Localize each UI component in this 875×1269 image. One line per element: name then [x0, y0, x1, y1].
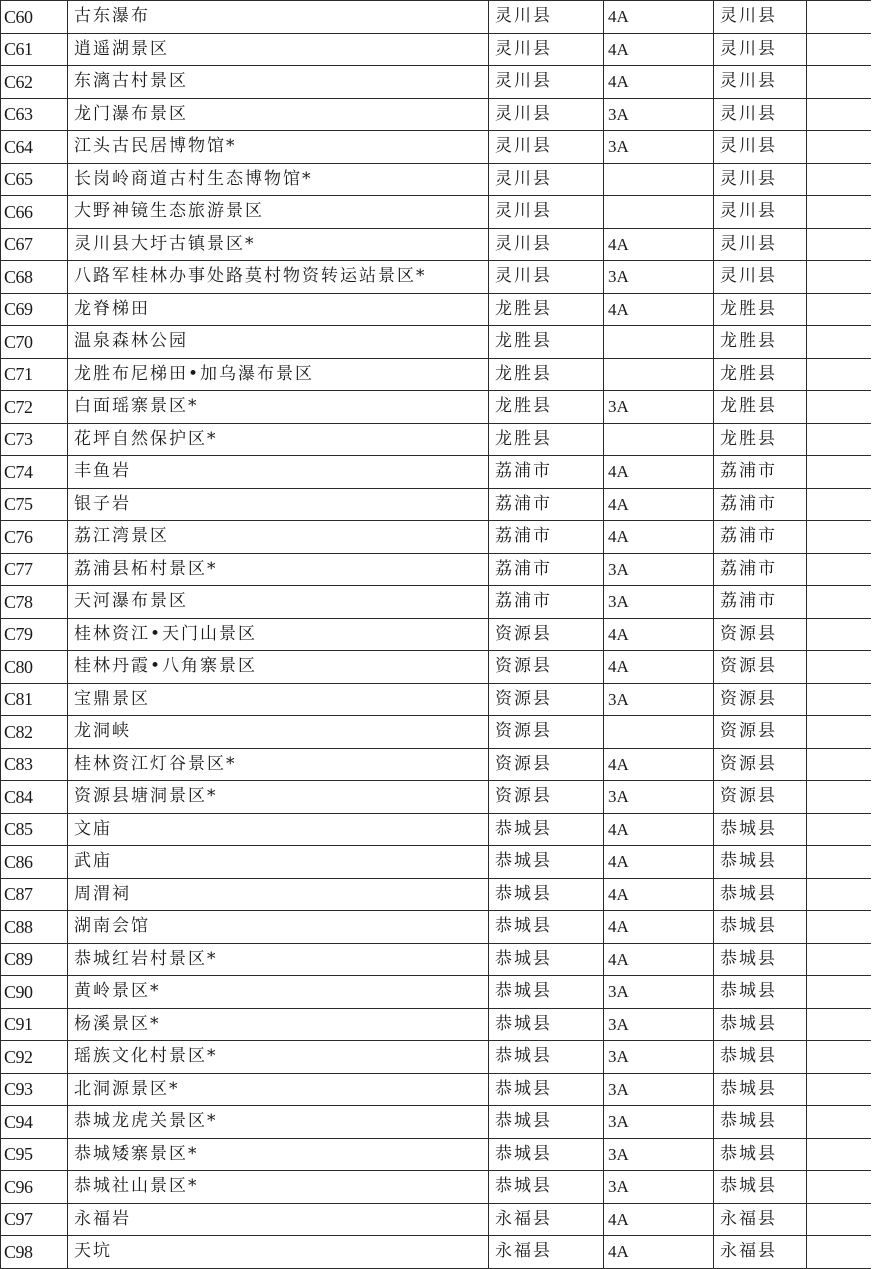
table-row [1, 228, 871, 261]
county-cell: 恭城县 [489, 878, 604, 911]
admin-cell: 灵川县 [714, 33, 807, 66]
name-cell: 龙门瀑布景区 [68, 98, 489, 131]
code-cell: C90 [1, 976, 68, 1009]
admin-cell: 资源县 [714, 781, 807, 814]
table-row [1, 98, 871, 131]
table-row [1, 1073, 871, 1106]
name-cell: 龙胜布尼梯田•加乌瀑布景区 [68, 358, 489, 391]
empty-cell [807, 163, 871, 196]
level-cell: 3A [604, 781, 714, 814]
name-cell: 东漓古村景区 [68, 66, 489, 99]
name-cell: 荔江湾景区 [68, 521, 489, 554]
admin-cell: 荔浦市 [714, 586, 807, 619]
county-cell: 恭城县 [489, 1008, 604, 1041]
county-cell: 资源县 [489, 748, 604, 781]
code-cell: C70 [1, 326, 68, 359]
name-cell: 瑶族文化村景区* [68, 1041, 489, 1074]
table-row [1, 1236, 871, 1269]
code-cell: C92 [1, 1041, 68, 1074]
county-cell: 资源县 [489, 716, 604, 749]
admin-cell: 资源县 [714, 748, 807, 781]
code-cell: C61 [1, 33, 68, 66]
code-cell: C86 [1, 846, 68, 879]
code-cell: C76 [1, 521, 68, 554]
code-cell: C60 [1, 1, 68, 34]
level-cell: 3A [604, 131, 714, 164]
level-cell: 3A [604, 261, 714, 294]
empty-cell [807, 781, 871, 814]
name-cell: 大野神镜生态旅游景区 [68, 196, 489, 229]
county-cell: 恭城县 [489, 813, 604, 846]
admin-cell: 恭城县 [714, 1073, 807, 1106]
table-row [1, 943, 871, 976]
code-cell: C89 [1, 943, 68, 976]
table-row [1, 651, 871, 684]
level-cell [604, 326, 714, 359]
table-row [1, 66, 871, 99]
empty-cell [807, 326, 871, 359]
name-cell: 桂林资江•天门山景区 [68, 618, 489, 651]
empty-cell [807, 911, 871, 944]
name-cell: 北洞源景区* [68, 1073, 489, 1106]
empty-cell [807, 976, 871, 1009]
empty-cell [807, 423, 871, 456]
level-cell: 3A [604, 976, 714, 1009]
empty-cell [807, 521, 871, 554]
admin-cell: 恭城县 [714, 976, 807, 1009]
county-cell: 荔浦市 [489, 553, 604, 586]
empty-cell [807, 748, 871, 781]
level-cell: 3A [604, 683, 714, 716]
empty-cell [807, 488, 871, 521]
empty-cell [807, 228, 871, 261]
admin-cell: 龙胜县 [714, 326, 807, 359]
level-cell: 4A [604, 488, 714, 521]
admin-cell: 龙胜县 [714, 423, 807, 456]
empty-cell [807, 1008, 871, 1041]
level-cell: 4A [604, 33, 714, 66]
level-cell: 3A [604, 1138, 714, 1171]
code-cell: C83 [1, 748, 68, 781]
level-cell: 3A [604, 1008, 714, 1041]
table-row [1, 261, 871, 294]
county-cell: 灵川县 [489, 261, 604, 294]
empty-cell [807, 813, 871, 846]
admin-cell: 资源县 [714, 651, 807, 684]
level-cell: 4A [604, 293, 714, 326]
code-cell: C94 [1, 1106, 68, 1139]
admin-cell: 恭城县 [714, 1008, 807, 1041]
level-cell: 4A [604, 1, 714, 34]
code-cell: C67 [1, 228, 68, 261]
code-cell: C97 [1, 1203, 68, 1236]
table-row [1, 33, 871, 66]
level-cell: 3A [604, 586, 714, 619]
name-cell: 丰鱼岩 [68, 456, 489, 489]
county-cell: 永福县 [489, 1236, 604, 1269]
code-cell: C98 [1, 1236, 68, 1269]
admin-cell: 灵川县 [714, 98, 807, 131]
empty-cell [807, 33, 871, 66]
level-cell [604, 196, 714, 229]
level-cell: 4A [604, 618, 714, 651]
admin-cell: 灵川县 [714, 1, 807, 34]
level-cell: 3A [604, 553, 714, 586]
code-cell: C66 [1, 196, 68, 229]
county-cell: 灵川县 [489, 1, 604, 34]
code-cell: C72 [1, 391, 68, 424]
name-cell: 宝鼎景区 [68, 683, 489, 716]
empty-cell [807, 1, 871, 34]
name-cell: 花坪自然保护区* [68, 423, 489, 456]
admin-cell: 荔浦市 [714, 488, 807, 521]
admin-cell: 资源县 [714, 683, 807, 716]
level-cell: 4A [604, 456, 714, 489]
code-cell: C78 [1, 586, 68, 619]
admin-cell: 恭城县 [714, 1106, 807, 1139]
empty-cell [807, 716, 871, 749]
county-cell: 恭城县 [489, 1073, 604, 1106]
name-cell: 古东瀑布 [68, 1, 489, 34]
level-cell: 4A [604, 228, 714, 261]
county-cell: 恭城县 [489, 1106, 604, 1139]
empty-cell [807, 358, 871, 391]
name-cell: 天坑 [68, 1236, 489, 1269]
table-row [1, 846, 871, 879]
table-row [1, 1203, 871, 1236]
admin-cell: 恭城县 [714, 1138, 807, 1171]
admin-cell: 龙胜县 [714, 293, 807, 326]
empty-cell [807, 293, 871, 326]
admin-cell: 龙胜县 [714, 358, 807, 391]
table-row [1, 553, 871, 586]
empty-cell [807, 683, 871, 716]
admin-cell: 资源县 [714, 618, 807, 651]
level-cell: 3A [604, 391, 714, 424]
county-cell: 龙胜县 [489, 293, 604, 326]
empty-cell [807, 846, 871, 879]
table-row [1, 1138, 871, 1171]
code-cell: C71 [1, 358, 68, 391]
level-cell: 3A [604, 98, 714, 131]
empty-cell [807, 261, 871, 294]
code-cell: C63 [1, 98, 68, 131]
code-cell: C87 [1, 878, 68, 911]
admin-cell: 恭城县 [714, 911, 807, 944]
name-cell: 周渭祠 [68, 878, 489, 911]
admin-cell: 恭城县 [714, 1041, 807, 1074]
empty-cell [807, 586, 871, 619]
code-cell: C75 [1, 488, 68, 521]
level-cell: 3A [604, 1106, 714, 1139]
code-cell: C62 [1, 66, 68, 99]
table-row [1, 683, 871, 716]
county-cell: 恭城县 [489, 1041, 604, 1074]
code-cell: C91 [1, 1008, 68, 1041]
table-row [1, 1041, 871, 1074]
empty-cell [807, 1041, 871, 1074]
name-cell: 天河瀑布景区 [68, 586, 489, 619]
county-cell: 永福县 [489, 1203, 604, 1236]
name-cell: 长岗岭商道古村生态博物馆* [68, 163, 489, 196]
county-cell: 资源县 [489, 618, 604, 651]
table-row [1, 618, 871, 651]
level-cell [604, 423, 714, 456]
name-cell: 白面瑶寨景区* [68, 391, 489, 424]
code-cell: C95 [1, 1138, 68, 1171]
table-row [1, 878, 871, 911]
table-row [1, 1106, 871, 1139]
level-cell: 3A [604, 1073, 714, 1106]
county-cell: 荔浦市 [489, 586, 604, 619]
empty-cell [807, 1073, 871, 1106]
empty-cell [807, 943, 871, 976]
county-cell: 灵川县 [489, 196, 604, 229]
county-cell: 恭城县 [489, 1138, 604, 1171]
code-cell: C65 [1, 163, 68, 196]
county-cell: 资源县 [489, 781, 604, 814]
admin-cell: 灵川县 [714, 131, 807, 164]
empty-cell [807, 651, 871, 684]
county-cell: 荔浦市 [489, 488, 604, 521]
name-cell: 永福岩 [68, 1203, 489, 1236]
level-cell: 4A [604, 813, 714, 846]
admin-cell: 荔浦市 [714, 456, 807, 489]
admin-cell: 灵川县 [714, 228, 807, 261]
county-cell: 恭城县 [489, 911, 604, 944]
name-cell: 灵川县大圩古镇景区* [68, 228, 489, 261]
county-cell: 灵川县 [489, 33, 604, 66]
admin-cell: 恭城县 [714, 813, 807, 846]
table-row [1, 423, 871, 456]
code-cell: C80 [1, 651, 68, 684]
name-cell: 武庙 [68, 846, 489, 879]
county-cell: 龙胜县 [489, 358, 604, 391]
admin-cell: 恭城县 [714, 878, 807, 911]
name-cell: 八路军桂林办事处路莫村物资转运站景区* [68, 261, 489, 294]
admin-cell: 恭城县 [714, 943, 807, 976]
county-cell: 灵川县 [489, 98, 604, 131]
code-cell: C68 [1, 261, 68, 294]
table-body [1, 1, 871, 1269]
empty-cell [807, 1106, 871, 1139]
code-cell: C85 [1, 813, 68, 846]
admin-cell: 灵川县 [714, 66, 807, 99]
admin-cell: 灵川县 [714, 261, 807, 294]
code-cell: C74 [1, 456, 68, 489]
admin-cell: 灵川县 [714, 163, 807, 196]
admin-cell: 资源县 [714, 716, 807, 749]
name-cell: 恭城红岩村景区* [68, 943, 489, 976]
level-cell: 4A [604, 911, 714, 944]
empty-cell [807, 66, 871, 99]
county-cell: 恭城县 [489, 1171, 604, 1204]
table-row [1, 1008, 871, 1041]
name-cell: 桂林资江灯谷景区* [68, 748, 489, 781]
code-cell: C69 [1, 293, 68, 326]
table-row [1, 586, 871, 619]
table-row [1, 716, 871, 749]
level-cell: 4A [604, 1236, 714, 1269]
name-cell: 资源县塘洞景区* [68, 781, 489, 814]
level-cell [604, 358, 714, 391]
name-cell: 恭城社山景区* [68, 1171, 489, 1204]
level-cell [604, 716, 714, 749]
empty-cell [807, 98, 871, 131]
name-cell: 杨溪景区* [68, 1008, 489, 1041]
name-cell: 恭城龙虎关景区* [68, 1106, 489, 1139]
admin-cell: 恭城县 [714, 846, 807, 879]
table-row [1, 976, 871, 1009]
name-cell: 逍遥湖景区 [68, 33, 489, 66]
name-cell: 龙洞峡 [68, 716, 489, 749]
table-row [1, 196, 871, 229]
level-cell: 4A [604, 846, 714, 879]
county-cell: 恭城县 [489, 943, 604, 976]
level-cell: 4A [604, 521, 714, 554]
empty-cell [807, 1203, 871, 1236]
county-cell: 灵川县 [489, 163, 604, 196]
county-cell: 荔浦市 [489, 521, 604, 554]
county-cell: 荔浦市 [489, 456, 604, 489]
county-cell: 灵川县 [489, 131, 604, 164]
code-cell: C93 [1, 1073, 68, 1106]
empty-cell [807, 553, 871, 586]
level-cell: 4A [604, 1203, 714, 1236]
code-cell: C73 [1, 423, 68, 456]
code-cell: C82 [1, 716, 68, 749]
level-cell [604, 163, 714, 196]
empty-cell [807, 456, 871, 489]
county-cell: 恭城县 [489, 846, 604, 879]
county-cell: 龙胜县 [489, 326, 604, 359]
empty-cell [807, 131, 871, 164]
table-row [1, 391, 871, 424]
name-cell: 荔浦县柘村景区* [68, 553, 489, 586]
admin-cell: 永福县 [714, 1236, 807, 1269]
county-cell: 龙胜县 [489, 423, 604, 456]
empty-cell [807, 391, 871, 424]
name-cell: 黄岭景区* [68, 976, 489, 1009]
name-cell: 江头古民居博物馆* [68, 131, 489, 164]
admin-cell: 恭城县 [714, 1171, 807, 1204]
code-cell: C96 [1, 1171, 68, 1204]
table-row [1, 781, 871, 814]
table-row [1, 1171, 871, 1204]
code-cell: C77 [1, 553, 68, 586]
county-cell: 灵川县 [489, 66, 604, 99]
table-row [1, 163, 871, 196]
name-cell: 恭城矮寨景区* [68, 1138, 489, 1171]
table-row [1, 131, 871, 164]
table-row [1, 813, 871, 846]
level-cell: 4A [604, 66, 714, 99]
code-cell: C81 [1, 683, 68, 716]
name-cell: 湖南会馆 [68, 911, 489, 944]
empty-cell [807, 196, 871, 229]
level-cell: 4A [604, 651, 714, 684]
table-row [1, 488, 871, 521]
name-cell: 文庙 [68, 813, 489, 846]
name-cell: 银子岩 [68, 488, 489, 521]
empty-cell [807, 1236, 871, 1269]
code-cell: C64 [1, 131, 68, 164]
empty-cell [807, 1138, 871, 1171]
level-cell: 4A [604, 943, 714, 976]
name-cell: 温泉森林公园 [68, 326, 489, 359]
county-cell: 资源县 [489, 651, 604, 684]
table-row [1, 456, 871, 489]
empty-cell [807, 1171, 871, 1204]
level-cell: 3A [604, 1041, 714, 1074]
table-row [1, 293, 871, 326]
code-cell: C84 [1, 781, 68, 814]
level-cell: 3A [604, 1171, 714, 1204]
level-cell: 4A [604, 878, 714, 911]
table-row [1, 911, 871, 944]
admin-cell: 永福县 [714, 1203, 807, 1236]
empty-cell [807, 618, 871, 651]
admin-cell: 荔浦市 [714, 521, 807, 554]
county-cell: 恭城县 [489, 976, 604, 1009]
code-cell: C88 [1, 911, 68, 944]
table-row [1, 326, 871, 359]
empty-cell [807, 878, 871, 911]
name-cell: 龙脊梯田 [68, 293, 489, 326]
county-cell: 资源县 [489, 683, 604, 716]
code-cell: C79 [1, 618, 68, 651]
name-cell: 桂林丹霞•八角寨景区 [68, 651, 489, 684]
county-cell: 龙胜县 [489, 391, 604, 424]
table-row [1, 1, 871, 34]
table-row [1, 748, 871, 781]
level-cell: 4A [604, 748, 714, 781]
county-cell: 灵川县 [489, 228, 604, 261]
table-row [1, 358, 871, 391]
admin-cell: 灵川县 [714, 196, 807, 229]
admin-cell: 荔浦市 [714, 553, 807, 586]
admin-cell: 龙胜县 [714, 391, 807, 424]
table-row [1, 521, 871, 554]
